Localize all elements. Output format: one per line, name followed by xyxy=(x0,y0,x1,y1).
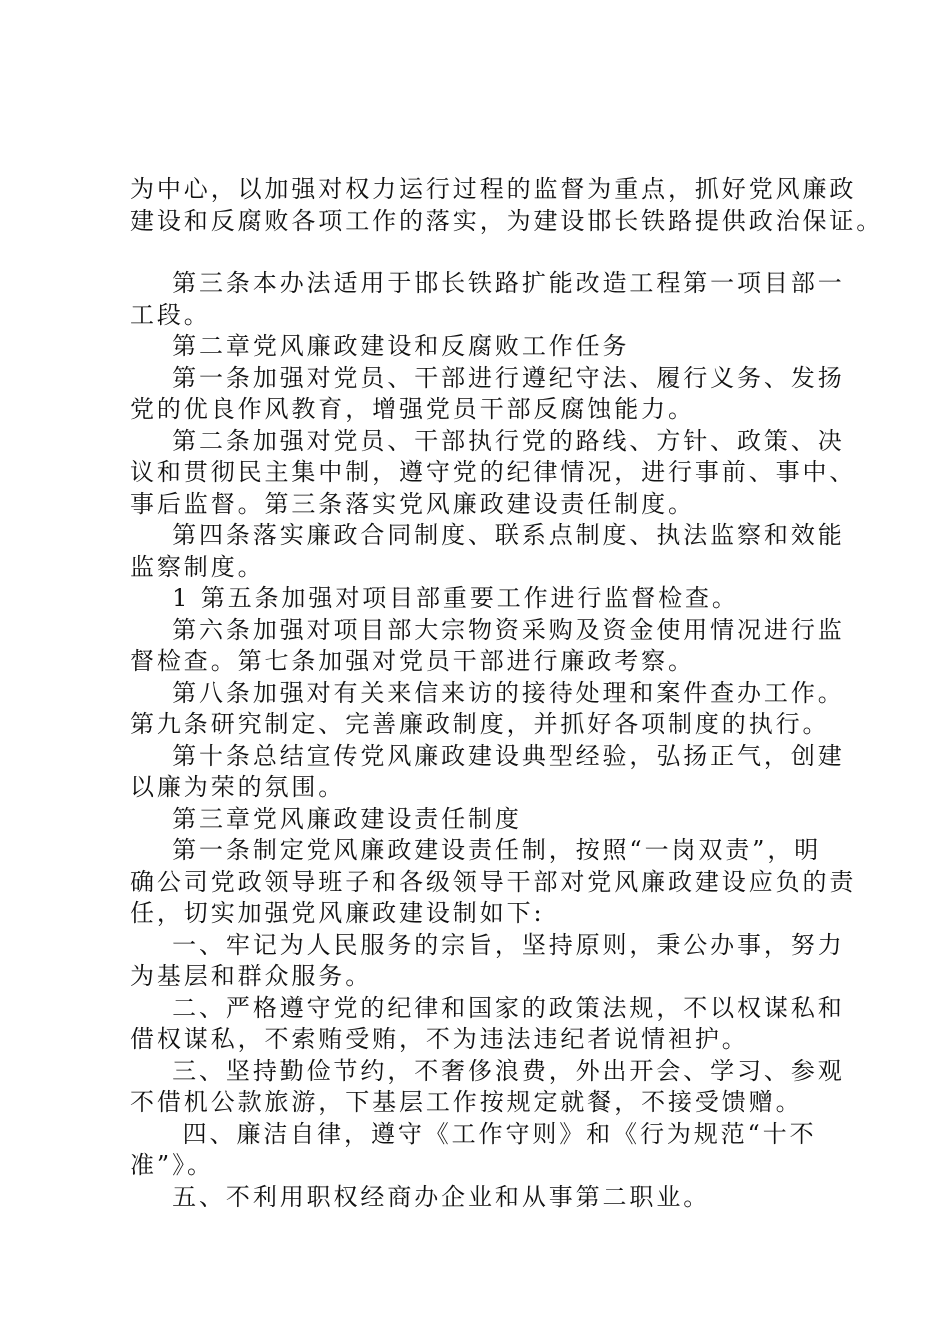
text-line: 二、严格遵守党的纪律和国家的政策法规，不以权谋私和 xyxy=(130,993,845,1022)
text-line: 工段。 xyxy=(130,300,211,329)
text-line: 第六条加强对项目部大宗物资采购及资金使用情况进行监 xyxy=(130,615,845,644)
paragraph xyxy=(130,930,845,993)
text-line: 为基层和群众服务。 xyxy=(130,962,373,990)
paragraph xyxy=(130,741,845,804)
text-line: 第一条制定党风廉政建设责任制，按照“一岗双责”，明 xyxy=(130,836,822,864)
paragraph xyxy=(130,174,884,237)
paragraph xyxy=(130,268,845,331)
text-line: 第四条落实廉政合同制度、联系点制度、执法监察和效能 xyxy=(130,521,845,549)
text-line: 第九条研究制定、完善廉政制度，并抓好各项制度的执行。 xyxy=(130,710,830,738)
text-line: 五、不利用职权经商办企业和从事第二职业。 xyxy=(130,1182,711,1211)
paragraph xyxy=(130,1182,842,1214)
text-line: 借权谋私，不索贿受贿，不为违法违纪者说情袒护。 xyxy=(130,1025,749,1053)
text-line: 不借机公款旅游，下基层工作按规定就餐，不接受馈赠。 xyxy=(130,1088,803,1116)
text-line: 事后监督。第三条落实党风廉政建设责任制度。 xyxy=(130,489,695,518)
paragraph xyxy=(130,1056,845,1119)
paragraph xyxy=(130,520,845,583)
text-line: 建设和反腐败各项工作的落实，为建设邯长铁路提供政治保证。 xyxy=(130,206,884,235)
text-line: 三、坚持勤俭节约，不奢侈浪费，外出开会、学习、参观 xyxy=(130,1056,845,1085)
chapter-heading xyxy=(130,804,842,836)
text-line: 第八条加强对有关来信来访的接待处理和案件查办工作。 xyxy=(130,678,845,707)
text-line: 第二条加强对党员、干部执行党的路线、方针、政策、决 xyxy=(130,426,845,455)
text-line: 第十条总结宣传党风廉政建设典型经验，弘扬正气，创建 xyxy=(130,741,845,770)
paragraph xyxy=(130,615,845,678)
paragraph xyxy=(130,583,842,615)
text-line: 确公司党政领导班子和各级领导干部对党风廉政建设应负的责 xyxy=(130,867,857,896)
text-line: 准”》。 xyxy=(130,1151,214,1179)
chapter-heading xyxy=(130,331,842,363)
text-line: 为中心，以加强对权力运行过程的监督为重点，抓好党风廉政 xyxy=(130,175,857,203)
paragraph xyxy=(130,426,857,521)
text-line: 任，切实加强党风廉政建设制如下: xyxy=(130,899,545,927)
text-line: 以廉为荣的氛围。 xyxy=(130,773,346,801)
paragraph xyxy=(130,678,845,741)
text-line: 第一条加强对党员、干部进行遵纪守法、履行义务、发扬 xyxy=(130,363,845,392)
paragraph xyxy=(130,835,857,930)
text-line: 一、牢记为人民服务的宗旨，坚持原则，秉公办事，努力 xyxy=(130,930,845,959)
text-line: 监察制度。 xyxy=(130,552,265,581)
text-line: 议和贯彻民主集中制，遵守党的纪律情况，进行事前、事中、 xyxy=(130,458,857,486)
paragraph xyxy=(130,1119,842,1182)
paragraph xyxy=(130,993,845,1056)
text-line: 第三章党风廉政建设责任制度 xyxy=(130,804,522,833)
paragraph xyxy=(130,363,845,426)
paragraph-gap xyxy=(130,237,842,268)
text-line: 督检查。第七条加强对党员干部进行廉政考察。 xyxy=(130,647,695,675)
text-line: 第三条本办法适用于邯长铁路扩能改造工程第一项目部一 xyxy=(130,269,845,297)
document-body xyxy=(130,174,884,1213)
text-line: 党的优良作风教育，增强党员干部反腐蚀能力。 xyxy=(130,395,695,423)
text-line: 第二章党风廉政建设和反腐败工作任务 xyxy=(130,332,630,360)
text-line: 1 第五条加强对项目部重要工作进行监督检查。 xyxy=(130,584,739,612)
text-line: 四、廉洁自律，遵守《工作守则》和《行为规范“十不 xyxy=(130,1119,817,1148)
